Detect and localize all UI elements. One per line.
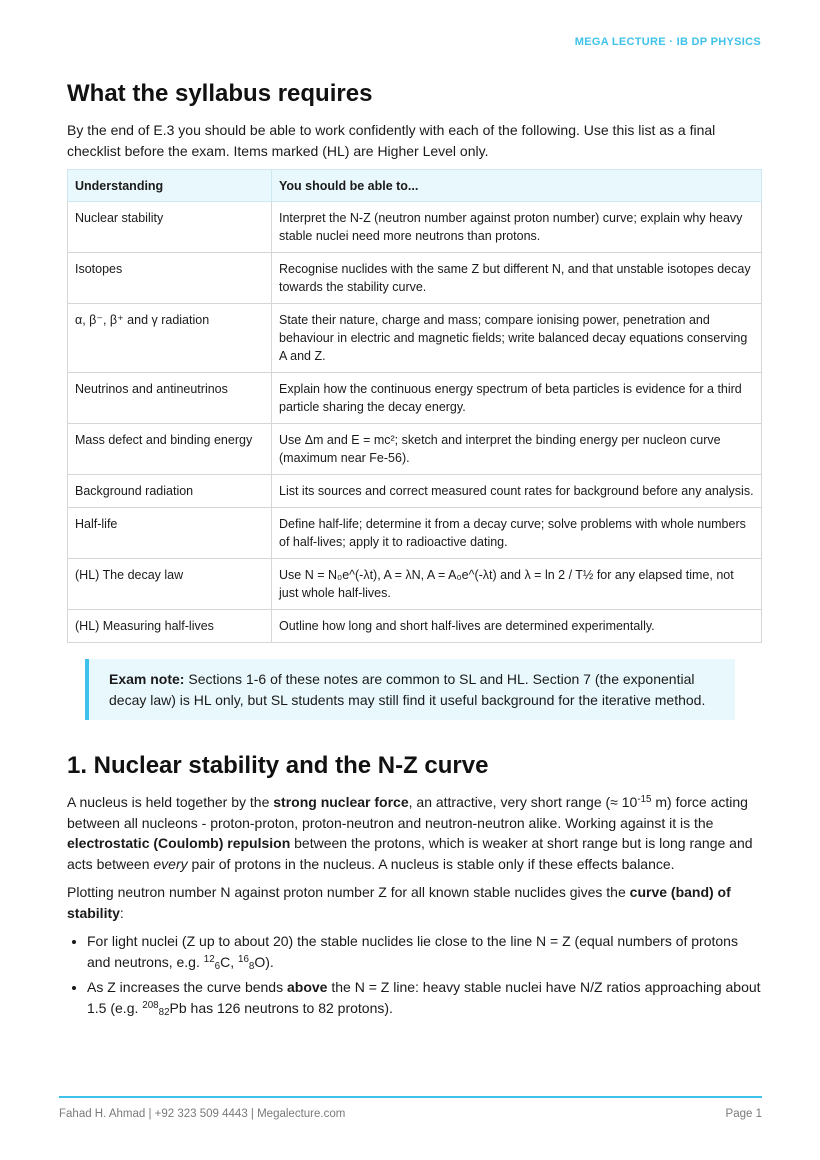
table-cell-topic: Isotopes [68,253,272,304]
atomic-number: 82 [158,1007,170,1019]
emphasis-above: above [287,979,328,995]
exam-note [85,659,735,720]
text-run: the N = Z line: heavy stable nuclei have N/Z ratios approaching about 1.5 (e.g. [87,979,761,1016]
table-row [68,475,762,508]
table-cell-topic: Nuclear stability [68,202,272,253]
section-1-paragraph-2 [67,882,762,923]
section-1-paragraph-1 [67,792,762,874]
exam-note-text: Sections 1-6 of these notes are common to SL and HL. Section 7 (the exponential decay law) is HL only, but SL students may still find it useful background for the iterative method. [109,671,706,708]
text-run: m) force acting between all nucleons - proton-proton, proton-neutron and neutron-neutron alike. Working against it is the [67,794,748,831]
table-cell-outcome: Explain how the continuous energy spectrum of beta particles is evidence for a third particle sharing the decay energy. [272,373,762,424]
footer-divider [59,1096,762,1098]
table-row [68,253,762,304]
footer-contact: Fahad H. Ahmad | +92 323 509 4443 | Megalecture.com [59,1108,346,1120]
list-item [87,977,762,1019]
mass-number: 12 [203,954,215,966]
text-run: Pb has 126 neutrons to 82 protons). [169,1000,393,1016]
table-cell-topic: (HL) Measuring half-lives [68,610,272,643]
exam-note-label: Exam note: [109,671,185,687]
table-cell-topic: Mass defect and binding energy [68,424,272,475]
table-header-able-to: You should be able to... [272,170,762,202]
table-cell-outcome: Interpret the N-Z (neutron number against proton number) curve; explain why heavy stable nuclei need more neutrons than protons. [272,202,762,253]
exponent: -15 [637,794,652,806]
text-run: As Z increases the curve bends [87,979,287,995]
table-cell-topic: Half-life [68,508,272,559]
text-run: , an attractive, very short range (≈ 10 [408,794,638,810]
text-run: Plotting neutron number N against proton number Z for all known stable nuclides gives the [67,884,630,900]
mass-number: 16 [238,954,249,966]
table-cell-outcome: State their nature, charge and mass; compare ionising power, penetration and behaviour in electric and magnetic fields; write balanced decay equations conserving A and Z. [272,304,762,373]
table-cell-outcome: Use Δm and E = mc²; sketch and interpret the binding energy per nucleon curve (maximum near Fe-56). [272,424,762,475]
table-cell-outcome: Recognise nuclides with the same Z but different N, and that unstable isotopes decay towards the stability curve. [272,253,762,304]
atomic-number: 6 [214,961,221,973]
text-run: A nucleus is held together by the [67,794,274,810]
table-cell-outcome: Define half-life; determine it from a decay curve; solve problems with whole numbers of half-lives; apply it to radioactive dating. [272,508,762,559]
page-number: Page 1 [725,1108,762,1120]
table-row [68,559,762,610]
text-run: ). [265,954,274,970]
table-cell-topic: (HL) The decay law [68,559,272,610]
text-run: For light nuclei (Z up to about 20) the stable nuclides lie close to the line N = Z (equal numbers of protons and neutrons, e.g. [87,933,738,970]
term-strong-nuclear-force: strong nuclear force [273,794,409,810]
table-row [68,508,762,559]
table-row [68,304,762,373]
running-head: MEGA LECTURE · IB DP PHYSICS [574,36,761,48]
table-header-row [68,170,762,202]
section-1-title: 1. Nuclear stability and the N-Z curve [67,752,489,779]
table-cell-outcome: Outline how long and short half-lives are determined experimentally. [272,610,762,643]
syllabus-table [67,169,762,643]
atomic-number: 8 [248,961,255,973]
table-cell-topic: α, β⁻, β⁺ and γ radiation [68,304,272,373]
table-cell-outcome: List its sources and correct measured count rates for background before any analysis. [272,475,762,508]
table-cell-outcome: Use N = N₀e^(-λt), A = λN, A = A₀e^(-λt) and λ = ln 2 / T½ for any elapsed time, not just whole half-lives. [272,559,762,610]
mass-number: 208 [142,1000,159,1012]
syllabus-title: What the syllabus requires [67,80,373,107]
table-cell-topic: Background radiation [68,475,272,508]
text-run: between the protons, which is weaker at short range but is long range and acts between [67,835,753,872]
syllabus-intro: By the end of E.3 you should be able to work confidently with each of the following. Use this list as a final checklist before the exam. Items marked (HL) are Higher Level only. [67,122,716,159]
table-row [68,373,762,424]
stability-bullets [67,931,762,1019]
text-run: : [119,904,124,921]
table-cell-topic: Neutrinos and antineutrinos [68,373,272,424]
table-header-understanding: Understanding [68,170,272,202]
list-item: • For light nuclei (Z up to about 20) the stable nuclides lie close to the line N = Z (equal numbers of protons and neutrons, e.g. $^{12}_6$C, $^{16}_8$O). [87,931,762,973]
term-coulomb-repulsion: electrostatic (Coulomb) repulsion [67,835,291,851]
table-row [68,202,762,253]
table-row [68,424,762,475]
text-run: pair of protons in the nucleus. A nucleus is stable only if these effects balance. [187,855,675,872]
table-row [68,610,762,643]
page-content [67,78,762,1023]
term-curve-of-stability: curve (band) of stability [67,884,731,921]
emphasis: every [153,855,188,872]
